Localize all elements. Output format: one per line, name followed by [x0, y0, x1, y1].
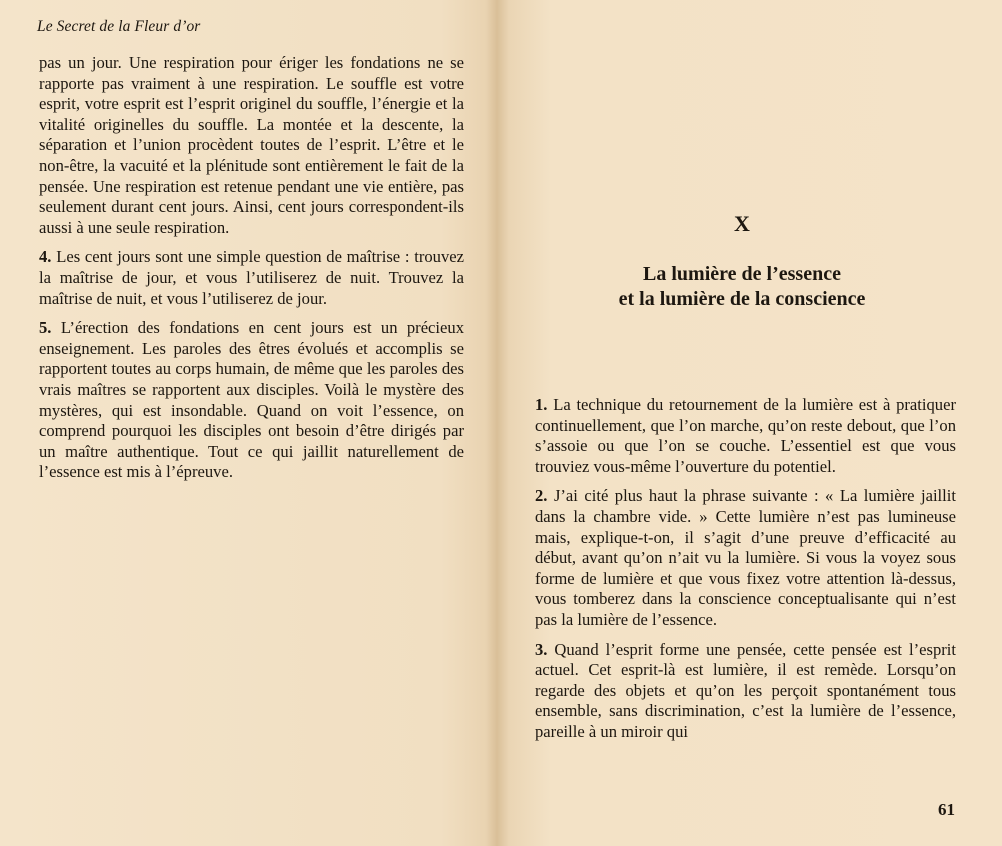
- running-head: Le Secret de la Fleur d’or: [37, 18, 201, 35]
- right-page-text: [535, 395, 956, 752]
- paragraph-number: 4.: [39, 247, 52, 267]
- paragraph-3: [535, 640, 956, 743]
- paragraph-2: [535, 486, 956, 630]
- paragraph-text: pas un jour. Une respiration pour ériger les fondations ne se rapporte pas vraiment à une respiration. Le souffle est votre esprit, votre esprit est l’esprit originel du souffle, l’énergie et la vitalité originelles du souffle. La montée et la descente, la séparation et l’union procèdent toutes de l’esprit. L’être et le non-être, la vacuité et la plénitude sont entièrement le fait de la pensée. Une respiration est retenue pendant une vie entière, pas seulement durant cent jours. Ainsi, cent jours correspondent-ils aussi à une seule respiration.: [39, 53, 464, 237]
- chapter-title: [500, 262, 984, 312]
- paragraph-number: 3.: [535, 639, 548, 659]
- paragraph-text: J’ai cité plus haut la phrase suivante : « La lumière jaillit dans la chambre vide. » Cette lumière n’est pas lumineuse mais, explique-t-on, il s’agit d’une preuve d’efficacité au début, avant qu’on n’ait vu la lumière. Si vous la voyez sous forme de lumière et que vous fixez votre attention là-dessus, vous tomberez dans la conscience conceptualisante qui n’est pas la lumière de l’essence.: [535, 486, 956, 629]
- paragraph-text: Quand l’esprit forme une pensée, cette pensée est l’esprit actuel. Cet esprit-là est lumière, il est remède. Lorsqu’on regarde des objets et qu’on les perçoit spontanément tous ensemble, sans discrimination, c’est la lumière de l’essence, pareille à un miroir qui: [535, 639, 956, 741]
- paragraph-4: [39, 247, 464, 309]
- chapter-number: X: [734, 211, 750, 236]
- paragraph-text: L’érection des fondations en cent jours est un précieux enseignement. Les paroles des êtres évolués et accomplis se rapportent toutes au corps humain, de même que les paroles des vrais maîtres se rapportent aux disciples. Voilà le mystère des mystères, qui est insondable. Quand on voit l’essence, on comprend pourquoi les disciples ont besoin d’être dirigés par un maître authentique. Tout ce qui jaillit naturellement de l’essence est mis à l’épreuve.: [39, 318, 464, 482]
- paragraph-text: La technique du retournement de la lumière est à pratiquer continuellement, que l’on marche, qu’on reste debout, que l’on s’assoie ou que l’on se couche. L’essentiel est que vous trouviez vous-même l’ouverture du potentiel.: [535, 395, 956, 476]
- paragraph-continuation: [39, 53, 464, 238]
- paragraph-5: [39, 318, 464, 483]
- paragraph-number: 2.: [535, 486, 548, 506]
- paragraph-number: 5.: [39, 318, 52, 338]
- left-page-text: [39, 53, 464, 492]
- page-number: 61: [938, 800, 955, 819]
- paragraph-1: [535, 395, 956, 477]
- chapter-title-line-2: et la lumière de la conscience: [618, 288, 866, 310]
- paragraph-text: Les cent jours sont une simple question de maîtrise : trouvez la maîtrise de jour, et vous l’utiliserez de nuit. Trouvez la maîtrise de nuit, et vous l’utiliserez de jour.: [39, 247, 464, 308]
- chapter-title-line-1: La lumière de l’essence: [643, 263, 841, 285]
- paragraph-number: 1.: [535, 395, 548, 414]
